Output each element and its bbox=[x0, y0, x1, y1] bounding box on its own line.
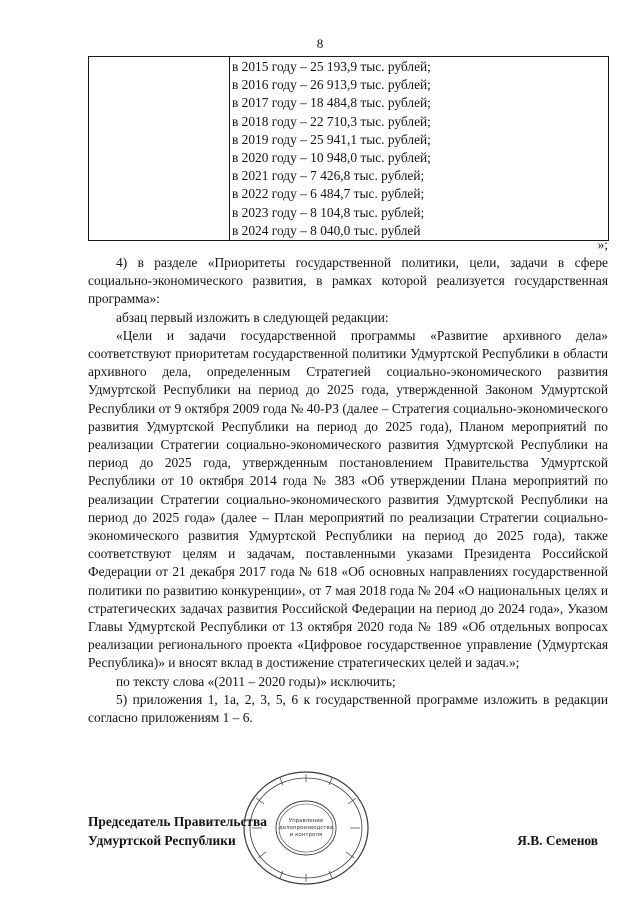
signatory-name: Я.В. Семенов bbox=[517, 833, 598, 848]
funding-table bbox=[88, 56, 609, 241]
paragraph-exclude-words: по тексту слова «(2011 – 2020 годы)» исключить; bbox=[116, 673, 396, 689]
funding-year-line: в 2018 году – 22 710,3 тыс. рублей; bbox=[232, 113, 431, 129]
signatory-position-line: Удмуртской Республики bbox=[88, 833, 236, 848]
funding-year-line: в 2015 году – 25 193,9 тыс. рублей; bbox=[232, 59, 431, 74]
paragraph-appendices: 5) приложения 1, 1а, 2, 3, 5, 6 к государственной программе изложить в редакции согласно приложениям 1 – 6. bbox=[88, 691, 608, 726]
funding-year-line: в 2016 году – 26 913,9 тыс. рублей; bbox=[232, 77, 431, 93]
svg-text:делопроизводства: делопроизводства bbox=[278, 825, 334, 831]
funding-year-line: в 2017 году – 18 484,8 тыс. рублей; bbox=[232, 95, 431, 111]
funding-year-line: в 2023 году – 8 104,8 тыс. рублей; bbox=[232, 204, 425, 220]
signatory-position-line: Председатель Правительства bbox=[88, 814, 267, 829]
funding-year-line: в 2020 году – 10 948,0 тыс. рублей; bbox=[232, 150, 431, 166]
signatory-position bbox=[88, 812, 267, 850]
paragraph-section-4: 4) в разделе «Приоритеты государственной политики, цели, задачи в сфере социально-экономического развития, в рамках которой реализуется государственная программа»: bbox=[88, 255, 608, 307]
svg-text:Управление: Управление bbox=[288, 818, 324, 824]
table-right-cell bbox=[230, 57, 609, 241]
funding-year-line: в 2021 году – 7 426,8 тыс. рублей; bbox=[232, 168, 425, 184]
page-number: 8 bbox=[316, 36, 324, 51]
table-left-cell bbox=[89, 57, 230, 241]
table-row bbox=[89, 57, 609, 241]
funding-year-line: в 2022 году – 6 484,7 тыс. рублей; bbox=[232, 186, 425, 202]
paragraph-instruction: абзац первый изложить в следующей редакции: bbox=[116, 309, 389, 325]
paragraph-goals-text: «Цели и задачи государственной программы «Развитие архивного дела» соответствуют приоритетам государственной политики Удмуртской Республики в области архивного дела, определенным Стратегией социально-экономического развития Удмуртской Республики на период до 2025 года, утвержденной Законом Удмуртской Республики от 9 октября 2009 года № 40-РЗ (далее – Стратегия социально-экономического развития Удмуртской Республики на период до 2025 года), Планом мероприятий по реализации Стратегии социально-экономического развития Удмуртской Республики на период до 2025 года, утвержденным постановлением Правительства Удмуртской Республики от 10 октября 2014 года № 383 «Об утверждении Плана мероприятий по реализации Стратегии социально-экономического развития Удмуртской Республики на период до 2025 года» (далее – План мероприятий по реализации Стратегии социально-экономического развития Удмуртской Республики на период до 2025 года), также соответствуют целям и задачам, поставленными указами Президента Российской Федерации от 21 декабря 2017 года № 618 «Об основных направлениях государственной политики по развитию конкуренции», от 7 мая 2018 года № 204 «О национальных целях и стратегических задачах развития Российской Федерации на период до 2024 года», Указом Главы Удмуртской Республики от 13 октября 2020 года № 189 «Об отдельных вопросах реализации регионального проекта «Цифровое государственное управление (Удмуртская Республика)» и вносят вклад в достижение стратегических целей и задач.»; bbox=[88, 327, 608, 671]
document-body bbox=[88, 254, 608, 727]
funding-year-line: в 2019 году – 25 941,1 тыс. рублей; bbox=[232, 131, 431, 147]
funding-year-line: в 2024 году – 8 040,0 тыс. рублей bbox=[232, 222, 421, 238]
signature-block bbox=[88, 812, 608, 872]
svg-text:и контроля: и контроля bbox=[289, 832, 323, 838]
closing-quote: »; bbox=[597, 237, 608, 252]
